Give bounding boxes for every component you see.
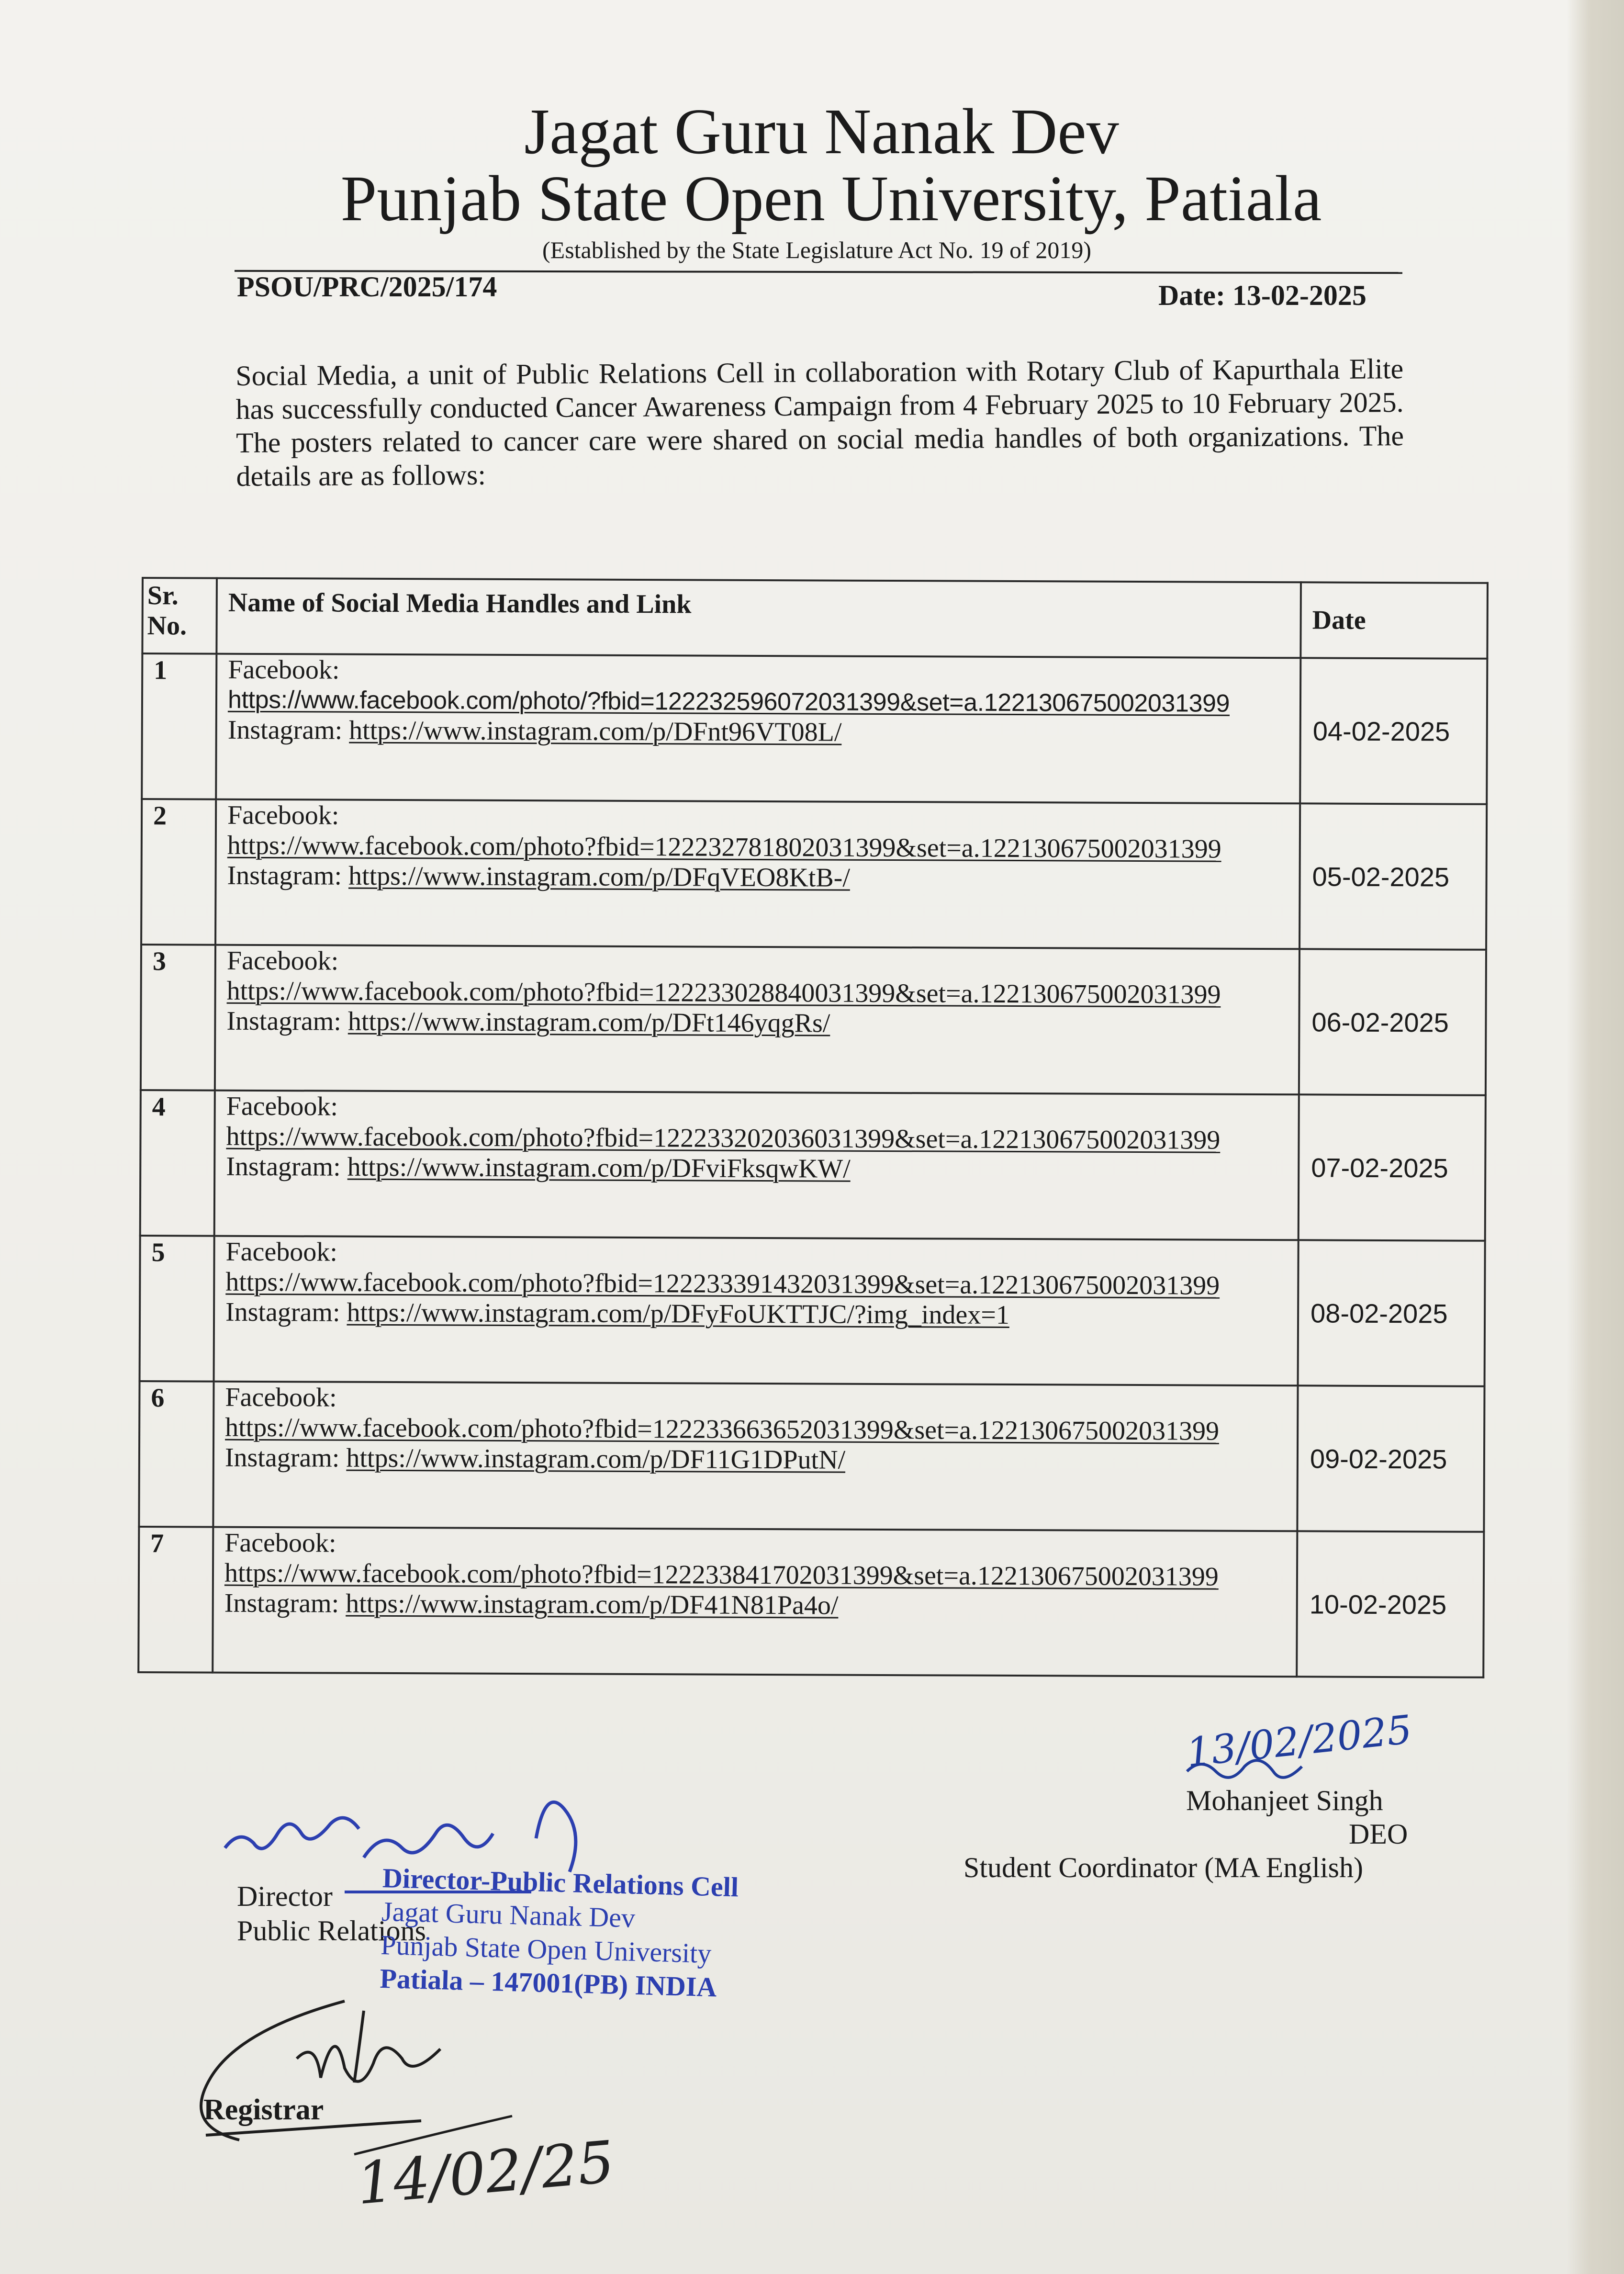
instagram-link[interactable]: https://www.instagram.com/p/DF41N81Pa4o/ [346,1588,839,1621]
facebook-link[interactable]: https://www.facebook.com/photo?fbid=122233028840031399&set=a.122130675002031399 [226,976,1221,1010]
instagram-label: Instagram: [225,1297,340,1328]
row-date: 04-02-2025 [1300,658,1487,804]
instagram-label: Instagram: [227,860,342,891]
facebook-label: Facebook: [228,654,340,685]
registrar-date-flourish [354,2116,512,2154]
facebook-link[interactable]: https://www.facebook.com/photo?fbid=122233841702031399&set=a.122130675002031399 [224,1558,1219,1592]
facebook-link[interactable]: https://www.facebook.com/photo/?fbid=122232596072031399&set=a.122130675002031399 [227,686,1230,718]
facebook-label: Facebook: [226,946,339,976]
instagram-label: Instagram: [226,1006,342,1036]
coordinator-handwritten-date: 13/02/2025 [1184,1707,1414,1776]
university-title-line2: Punjab State Open University, Patiala [340,163,1322,235]
instagram-label: Instagram: [224,1588,339,1619]
row-date: 06-02-2025 [1299,949,1486,1095]
facebook-label: Facebook: [227,800,339,831]
registrar-label: Registrar [203,2094,324,2126]
row-number: 1 [142,653,216,799]
coordinator-name: Mohanjeet Singh [1186,1785,1383,1816]
facebook-label: Facebook: [226,1091,338,1122]
facebook-link[interactable]: https://www.facebook.com/photo?fbid=122232781802031399&set=a.122130675002031399 [227,830,1221,864]
registrar-date: 14/02/25 [354,2128,617,2218]
director-label: Director [237,1880,333,1912]
director-signature [225,1802,576,1872]
header-name: Name of Social Media Handles and Link [216,578,1301,658]
stamp-line4: Patiala – 147001(PB) INDIA [379,1962,717,2003]
facebook-label: Facebook: [224,1528,336,1558]
registrar-underline [206,2121,421,2135]
coordinator-title: Student Coordinator (MA English) [963,1852,1363,1883]
row-number: 7 [138,1527,213,1673]
instagram-label: Instagram: [227,715,343,745]
university-title-line1: Jagat Guru Nanak Dev [524,96,1119,168]
facebook-label: Facebook: [225,1237,337,1267]
row-date: 10-02-2025 [1297,1531,1484,1677]
instagram-link[interactable]: https://www.instagram.com/p/DFt146yqgRs/ [347,1006,830,1038]
instagram-link[interactable]: https://www.instagram.com/p/DFviFksqwKW/ [347,1152,851,1184]
row-date: 07-02-2025 [1299,1094,1486,1240]
row-date: 08-02-2025 [1298,1240,1485,1386]
facebook-label: Facebook: [225,1382,337,1413]
row-date: 09-02-2025 [1297,1385,1484,1531]
instagram-link[interactable]: https://www.instagram.com/p/DF11G1DPutN/ [346,1443,846,1475]
instagram-label: Instagram: [226,1151,341,1182]
stamp-line3: Punjab State Open University [380,1929,712,1970]
coordinator-signature [1187,1760,1302,1778]
row-number: 4 [140,1090,215,1236]
intro-paragraph: Social Media, a unit of Public Relations Cell in collaboration with Rotary Club of Kapurthala Elite has successfully conducted Cancer Awareness Campaign from 4 February 2025 to 10 February 2025. The posters related to cancer care were shared on social media handles of both organizations. The details are as follows: [235,353,1404,492]
facebook-link[interactable]: https://www.facebook.com/photo?fbid=122233391432031399&set=a.122130675002031399 [225,1267,1220,1301]
row-number: 2 [141,799,216,945]
instagram-link[interactable]: https://www.instagram.com/p/DFnt96VT08L/ [349,715,842,747]
row-number: 3 [141,945,215,1091]
document-date: Date: 13-02-2025 [1158,280,1366,311]
facebook-link[interactable]: https://www.facebook.com/photo?fbid=122233202036031399&set=a.122130675002031399 [226,1121,1221,1155]
instagram-link[interactable]: https://www.instagram.com/p/DFyFoUKTTJC/?img_index=1 [347,1297,1010,1330]
established-note: (Established by the State Legislature Act No. 19 of 2019) [542,236,1091,263]
row-number: 5 [140,1236,214,1382]
row-date: 05-02-2025 [1299,803,1487,949]
stamp-line1: Director-Public Relations Cell [382,1862,739,1903]
registrar-signature [201,2001,440,2140]
facebook-link[interactable]: https://www.facebook.com/photo?fbid=122233663652031399&set=a.122130675002031399 [225,1412,1220,1446]
row-number: 6 [139,1381,213,1527]
stamp-line2: Jagat Guru Nanak Dev [381,1895,636,1934]
instagram-link[interactable]: https://www.instagram.com/p/DFqVEO8KtB-/ [348,861,851,893]
reference-number: PSOU/PRC/2025/174 [237,271,497,303]
header-date: Date [1300,582,1488,658]
instagram-label: Instagram: [224,1442,340,1473]
director-department: Public Relations [237,1915,426,1947]
header-sr-no: Sr. No. [142,578,217,654]
coordinator-role: DEO [1349,1818,1408,1850]
